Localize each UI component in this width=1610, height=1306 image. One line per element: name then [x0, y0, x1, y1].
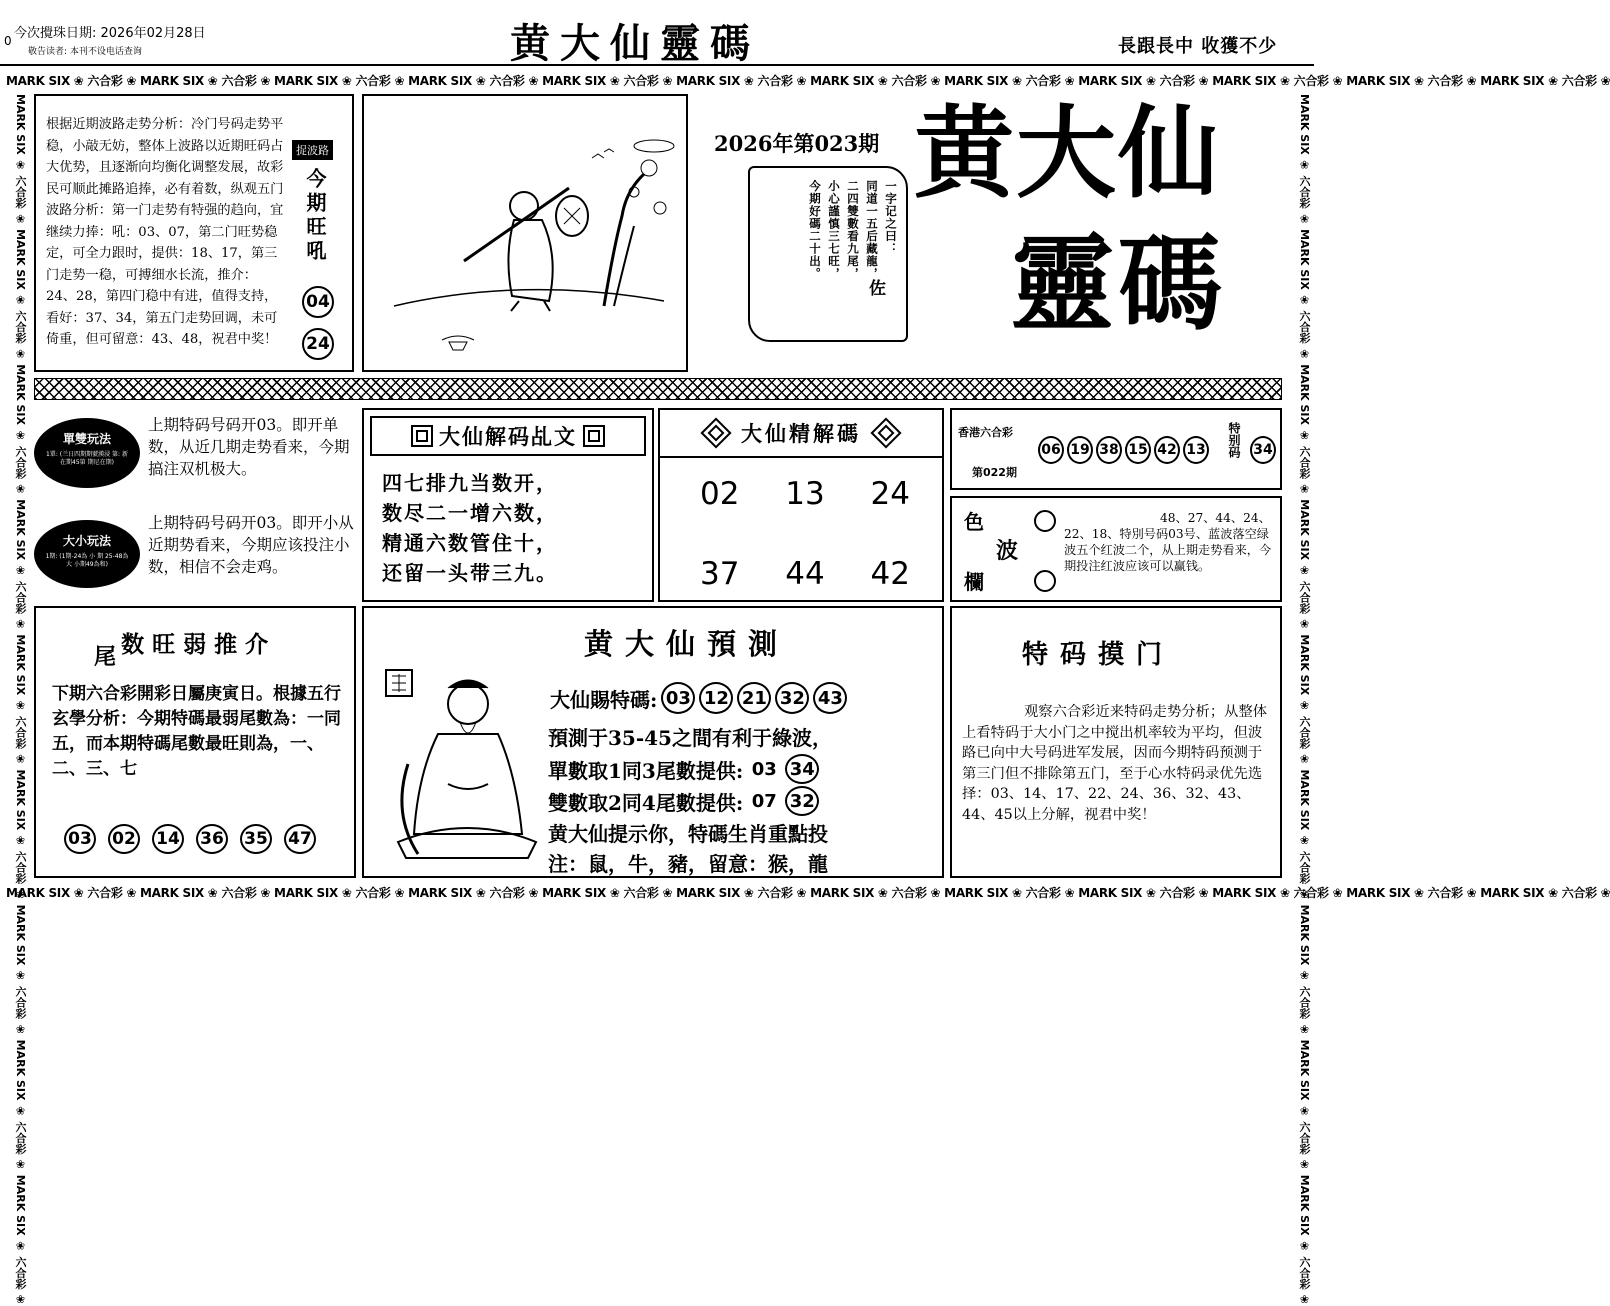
size-play-badge-sub: 1期: (1期-24為 小 期 25-48為大 小期49為和): [45, 553, 129, 568]
size-play-section: [34, 510, 354, 604]
analysis-vertical-label: 今期旺吼: [303, 168, 327, 264]
prediction-line2: [548, 754, 819, 784]
gate-text: 观察六合彩近来特码走势分析；从整体上看特码于大小门之中搅出机率较为平均，但波路已向中大号码进军发展，因而今期特码预测于第三门但不排除第五门，至于心水特码录优先选择：03、14、17、22、24、36、32、43、44、45以上分解，视君中奖！: [962, 704, 1268, 823]
hk-number: 06: [1038, 436, 1064, 464]
tail-title: 数旺弱推介: [121, 631, 277, 658]
draw-date: 今次攪珠日期: 2026年02月28日: [14, 26, 206, 41]
square-ornament-icon: [411, 425, 433, 447]
big-title-line1: 黄大仙: [914, 94, 1220, 212]
prediction-special-number: 12: [699, 682, 733, 714]
tail-text: 下期六合彩開彩日屬庚寅日。根據五行玄學分析：今期特碼最弱尾數為：一同五，而本期特碼尾數最旺則為，一、二、三、七: [52, 684, 341, 779]
prediction-line1: 預測于35-45之間有利于綠波，: [548, 726, 832, 750]
color-wave-label-wave: 波: [996, 538, 1019, 564]
analysis-number: 24: [302, 328, 334, 360]
sage-seated-illustration: [378, 664, 538, 864]
tail-numbers: [64, 824, 316, 854]
poem-title: 大仙解码乩文: [439, 424, 577, 449]
tail-number: 02: [108, 824, 140, 854]
poem-line: 四七排九当数开，: [382, 471, 558, 495]
bottom-border-strip: MARK SIX ❀ 六合彩 ❀ MARK SIX ❀ 六合彩 ❀ MARK SIX ❀ 六合彩 ❀ MARK SIX ❀ 六合彩 ❀ MARK SIX ❀ 六合彩 ❀ MARK SIX ❀ 六合彩 ❀ MARK SIX ❀ 六合彩 ❀ MARK SIX ❀ 六合彩 ❀ MARK SIX ❀ 六合彩 ❀ MARK SIX ❀ 六合彩 ❀ MARK SIX ❀ 六合彩 ❀ MARK SIX ❀ 六合彩 ❀: [6, 886, 1610, 900]
odd-even-badge-title: 單雙玩法: [62, 432, 111, 446]
tail-title-small: 尾: [94, 644, 117, 670]
sage-walking-illustration: [364, 96, 686, 370]
hk-numbers: [1038, 436, 1209, 464]
size-play-text: 上期特码号码开03。即开小从近期势看来，今期应该投注小数，相信不会走鸡。: [148, 514, 354, 576]
square-ornament-icon: [583, 425, 605, 447]
tail-box: [34, 606, 356, 878]
odd-even-text: 上期特码号码开03。即开单数，从近几期走势看来，今期搞注双机极大。: [148, 416, 350, 478]
hk-number: 42: [1154, 436, 1180, 464]
analysis-box: [34, 94, 354, 372]
poem-line: 精通六数管住十，: [382, 531, 558, 555]
hk-special-number: 34: [1250, 436, 1276, 464]
color-wave-box: [950, 496, 1282, 602]
tail-title-wrap: [94, 626, 277, 670]
precise-row1: [700, 476, 910, 512]
odd-even-section: [34, 410, 354, 506]
diamond-ornament-icon: [870, 417, 901, 448]
size-play-badge: [34, 520, 140, 588]
notice: 敬告读者: 本刊不设电话查询: [28, 47, 142, 57]
lattice-divider: [34, 378, 1282, 400]
scroll-column: 同道一五后藏龍，: [865, 180, 879, 280]
diamond-ornament-icon: [700, 417, 731, 448]
illustration-box: [362, 94, 688, 372]
precise-number: 42: [870, 556, 910, 592]
analysis-number: 04: [302, 286, 334, 318]
tail-number: 47: [284, 824, 316, 854]
prediction-special-number: 03: [661, 682, 695, 714]
poem-line: 数尽二一增六数，: [382, 501, 558, 525]
analysis-tag: 捉波路: [292, 140, 333, 160]
prediction-line5: 注：鼠，牛，豬，留意：猴，龍: [548, 852, 828, 876]
scroll-column: 今期好碼二十出。: [808, 180, 822, 280]
scroll-columns: [807, 180, 898, 280]
header-bar: [0, 0, 1314, 66]
prediction-special-number: 21: [737, 682, 771, 714]
tail-number: 03: [64, 824, 96, 854]
poem-title-bar: [370, 416, 646, 456]
color-wave-label-color: 色: [964, 510, 984, 534]
left-border-strip: MARK SIX ❀ 六合彩 ❀ MARK SIX ❀ 六合彩 ❀ MARK SIX ❀ 六合彩 ❀ MARK SIX ❀ 六合彩 ❀ MARK SIX ❀ 六合彩 ❀ MARK SIX ❀ 六合彩 ❀ MARK SIX ❀ 六合彩 ❀ MARK SIX ❀ 六合彩 ❀ MARK SIX ❀ 六合彩 ❀: [14, 94, 27, 1306]
precise-box: [658, 408, 944, 602]
tail-number: 14: [152, 824, 184, 854]
page-title: 黄大仙靈碼: [510, 20, 760, 67]
hk-period: 第022期: [972, 466, 1017, 479]
scroll-column: 一字记之曰：: [884, 180, 898, 255]
prediction-title: 黄大仙預測: [584, 627, 790, 661]
precise-number: 44: [785, 556, 825, 592]
precise-title-bar: [660, 410, 942, 458]
poem-box: [362, 408, 654, 602]
scroll-column: 二四雙數看九尾，: [846, 180, 860, 280]
top-border-strip: MARK SIX ❀ 六合彩 ❀ MARK SIX ❀ 六合彩 ❀ MARK SIX ❀ 六合彩 ❀ MARK SIX ❀ 六合彩 ❀ MARK SIX ❀ 六合彩 ❀ MARK SIX ❀ 六合彩 ❀ MARK SIX ❀ 六合彩 ❀ MARK SIX ❀ 六合彩 ❀ MARK SIX ❀ 六合彩 ❀ MARK SIX ❀ 六合彩 ❀ MARK SIX ❀ 六合彩 ❀ MARK SIX ❀ 六合彩 ❀: [6, 74, 1610, 88]
ball-icon: [1034, 510, 1056, 532]
hk-number: 15: [1125, 436, 1151, 464]
precise-number: 13: [785, 476, 825, 512]
prediction-even-number: 07: [751, 790, 777, 812]
tail-number: 36: [196, 824, 228, 854]
gate-box: [950, 606, 1282, 878]
hk-number: 13: [1183, 436, 1209, 464]
prediction-box: [362, 606, 944, 878]
ball-icon: [1034, 570, 1056, 592]
scroll-column: 小心謹慎三七旺，: [827, 180, 841, 280]
hk-result-box: [950, 408, 1282, 490]
hk-number: 38: [1096, 436, 1122, 464]
color-wave-text: 48、27、44、24、22、18、特別号码03号、蓝波落空绿波五个红波二个，从上期走势看来，今期投注红波应该可以赢钱。: [1064, 511, 1272, 573]
precise-row2: [700, 556, 910, 592]
right-border-strip: MARK SIX ❀ 六合彩 ❀ MARK SIX ❀ 六合彩 ❀ MARK SIX ❀ 六合彩 ❀ MARK SIX ❀ 六合彩 ❀ MARK SIX ❀ 六合彩 ❀ MARK SIX ❀ 六合彩 ❀ MARK SIX ❀ 六合彩 ❀ MARK SIX ❀ 六合彩 ❀ MARK SIX ❀ 六合彩 ❀: [1298, 94, 1311, 1306]
issue-label: 2026年第023期: [714, 131, 880, 156]
prediction-line2-label: 單數取1同3尾數提供:: [548, 758, 744, 783]
gate-title: 特码摸门: [1022, 640, 1175, 670]
big-title-line2: 靈碼: [1010, 222, 1227, 345]
prediction-line3: [548, 786, 819, 816]
scroll-keyword: 佐: [869, 279, 886, 299]
poem-lines: [382, 468, 558, 588]
color-wave-label-col: 欄: [964, 570, 984, 594]
prediction-odd-number: 34: [785, 754, 819, 784]
corner-mark: 0: [4, 34, 12, 48]
tail-number: 35: [240, 824, 272, 854]
issue-scroll: [748, 166, 908, 342]
size-play-badge-title: 大小玩法: [62, 534, 111, 548]
precise-title: 大仙精解碼: [741, 421, 861, 446]
prediction-line3-label: 雙數取2同4尾數提供:: [548, 790, 744, 815]
precise-number: 02: [700, 476, 740, 512]
hk-special-label: 特别码: [1227, 422, 1241, 458]
prediction-odd-number: 03: [751, 758, 777, 780]
prediction-even-number: 32: [785, 786, 819, 816]
odd-even-badge: [34, 418, 140, 488]
prediction-special-number: 43: [813, 682, 847, 714]
analysis-text: 根据近期波路走势分析：冷门号码走势平稳，小敲无妨，整体上波路以近期旺码占大优势，且逐渐向均衡化调整发展，故彩民可顺此摊路追捧，必有着数，纵观五门波路分析：第一门走势有特强的趋向，宜继续力捧：吼：03、07，第二门旺势稳定，可全力跟时，提供：18、17，第三门走势一稳，可搏细水长流，推介：24、28，第四门稳中有进，值得支持，看好：37、34，第五门走势回调，未可倚重，但可留意：43、48，祝君中奖！: [46, 117, 284, 347]
hk-label: 香港六合彩: [958, 426, 1013, 439]
prediction-special-label: 大仙賜特碼:: [550, 687, 658, 712]
poem-line: 还留一头带三九。: [382, 561, 558, 585]
odd-even-badge-sub: 1單: (兰日四期期號漢浸 第: 新在期45第 期尼在期): [46, 451, 128, 466]
precise-number: 37: [700, 556, 740, 592]
hk-number: 19: [1067, 436, 1093, 464]
prediction-line4: 黄大仙提示你，特碼生肖重點投: [548, 822, 828, 846]
precise-number: 24: [870, 476, 910, 512]
prediction-special-row: [550, 682, 847, 714]
slogan: 長跟長中 收獲不少: [1118, 36, 1278, 57]
analysis-numbers: [302, 286, 336, 360]
prediction-special-number: 32: [775, 682, 809, 714]
